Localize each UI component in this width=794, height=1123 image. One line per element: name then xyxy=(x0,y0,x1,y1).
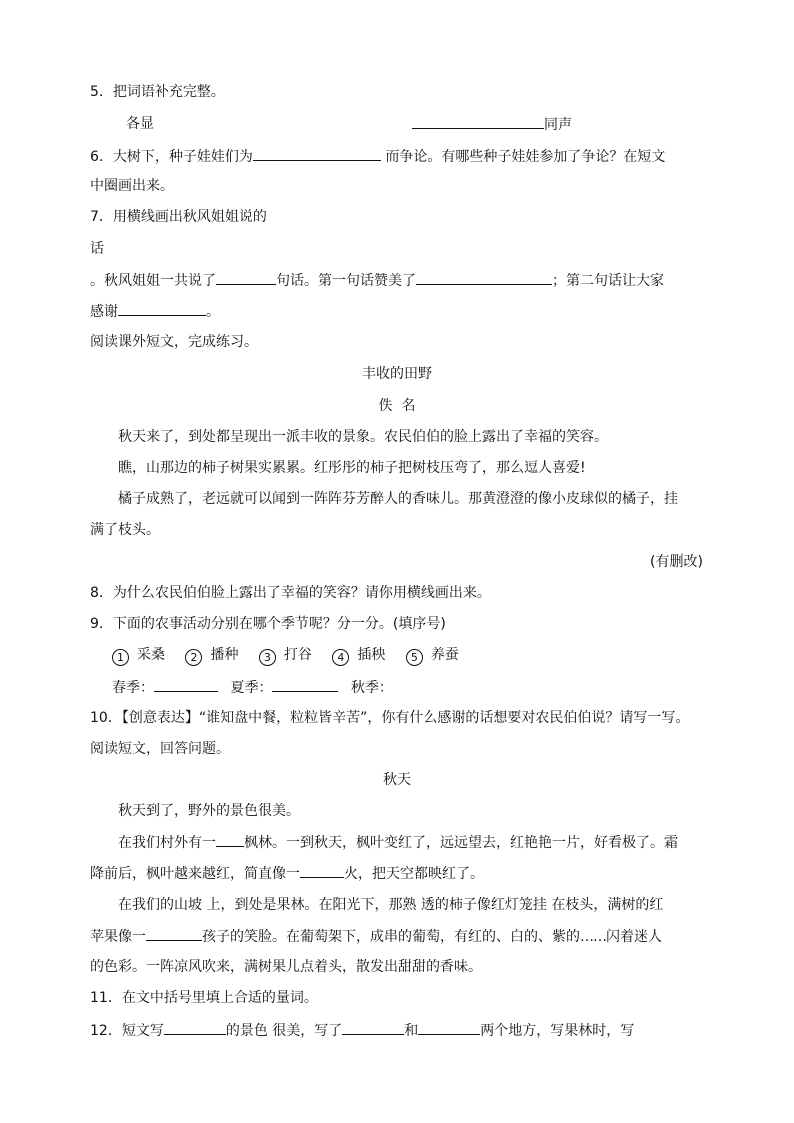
passage-title: 丰收的田野 xyxy=(362,366,432,382)
option-2: 2 播种 xyxy=(185,647,238,663)
passage-paragraph: 瞧，山那边的柿子树果实累累。红彤彤的柿子把树枝压弯了，那么逗人喜爱! xyxy=(118,460,586,476)
reading-instruction: 阅读短文，回答问题。 xyxy=(90,741,230,757)
passage-paragraph-cont: 的色彩。一阵凉风吹来，满树果儿点着头，散发出甜甜的香味。 xyxy=(90,959,482,975)
passage-title: 秋天 xyxy=(383,772,411,788)
passage-paragraph-cont: 苹果像一 孩子的笑脸。在葡萄架下，成串的葡萄，有红的、白的、紫的……闪着迷人 xyxy=(90,926,662,947)
blank[interactable] xyxy=(300,863,344,878)
q6-line2: 中圈画出来。 xyxy=(90,178,174,194)
q5-prompt: 5．把词语补充完整。 xyxy=(90,84,225,100)
blank[interactable] xyxy=(412,114,544,129)
passage-paragraph: 秋天到了，野外的景色很美。 xyxy=(118,803,300,819)
q9-options xyxy=(112,645,475,666)
blank[interactable] xyxy=(342,1020,404,1035)
passage-paragraph-cont: 满了枝头。 xyxy=(90,522,160,538)
blank[interactable] xyxy=(216,832,244,847)
option-3: 3 打谷 xyxy=(259,647,312,663)
edit-note: (有删改) xyxy=(650,554,703,570)
blank[interactable] xyxy=(418,1020,480,1035)
passage-paragraph: 在我们的山坡 上，到处是果林。在阳光下，那熟 透的柿子像红灯笼挂 在枝头，满树的红 xyxy=(118,897,664,913)
passage-paragraph: 橘子成熟了，老远就可以闻到一阵阵芬芳醉人的香味儿。那黄澄澄的像小皮球似的橘子，挂 xyxy=(118,491,678,507)
blank[interactable] xyxy=(253,146,381,161)
passage-author: 佚 名 xyxy=(378,398,416,414)
q7-line1: 7．用横线画出秋风姐姐说的 xyxy=(90,209,267,225)
passage-paragraph: 秋天来了，到处都呈现出一派丰收的景象。农民伯伯的脸上露出了幸福的笑容。 xyxy=(118,429,608,445)
q10-prompt: 10．【创意表达】“谁知盘中餐，粒粒皆辛苦”，你有什么感谢的话想要对农民伯伯说？请写一写。 xyxy=(90,710,690,726)
q12-prompt: 12．短文写 的景色 很美，写了 和 两个地方，写果林时，写 xyxy=(90,1020,634,1041)
passage-paragraph-cont: 降前后，枫叶越来越红，简直像一 火，把天空都映红了。 xyxy=(90,863,484,884)
blank[interactable] xyxy=(416,270,552,285)
blank[interactable] xyxy=(154,677,218,692)
blank[interactable] xyxy=(164,1020,226,1035)
q9-seasons xyxy=(112,677,393,698)
q6-line1: 6．大树下，种子娃娃们为 而争论。有哪些种子娃娃参加了争论？在短文 xyxy=(90,146,665,167)
q7-line2: 话 xyxy=(90,241,104,257)
q9-prompt: 9．下面的农事活动分别在哪个季节呢？分一分。(填序号) xyxy=(90,616,446,632)
blank[interactable] xyxy=(146,926,202,941)
q11-prompt: 11．在文中括号里填上合适的量词。 xyxy=(90,990,318,1006)
blank[interactable] xyxy=(216,270,276,285)
option-1: 1 采桑 xyxy=(112,647,165,663)
q7-line4: 感谢 。 xyxy=(90,301,220,322)
q7-line3: 。秋风姐姐一共说了 句话。第一句话赞美了 ；第二句话让大家 xyxy=(90,270,664,291)
q5-word-a: 各显 xyxy=(126,116,154,132)
option-4: 4 插秧 xyxy=(332,647,385,663)
season-autumn-label: 秋季： xyxy=(350,680,393,696)
blank[interactable] xyxy=(118,301,206,316)
option-5: 5 养蚕 xyxy=(406,647,459,663)
passage-paragraph: 在我们村外有一 枫林。一到秋天，枫叶变红了，远远望去，红艳艳一片，好看极了。霜 xyxy=(118,832,678,853)
season-spring-label: 春季： xyxy=(112,680,154,696)
season-summer-label: 夏季： xyxy=(230,680,273,696)
q5-word-b: 同声 xyxy=(544,117,572,133)
reading-instruction: 阅读课外短文，完成练习。 xyxy=(90,334,258,350)
q8-prompt: 8．为什么农民伯伯脸上露出了幸福的笑容？请你用横线画出来。 xyxy=(90,585,491,601)
q5-word-b-line xyxy=(412,114,572,135)
blank[interactable] xyxy=(272,677,338,692)
